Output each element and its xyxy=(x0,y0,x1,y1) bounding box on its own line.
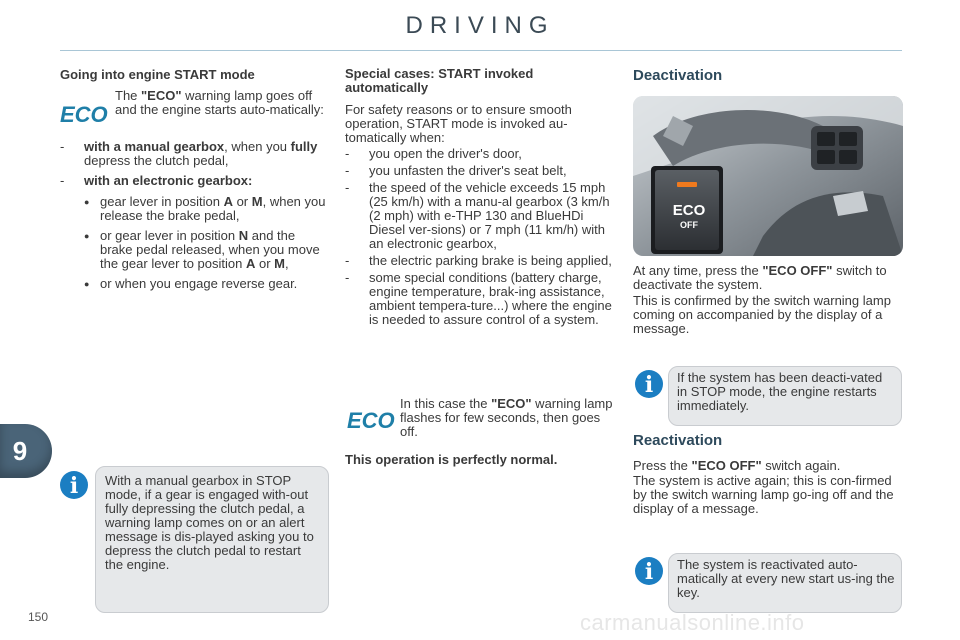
dashboard-illustration xyxy=(633,96,903,256)
reactivation-info-box xyxy=(644,553,902,613)
reactivation-confirm-text: The system is active again; this is con-firmed by the switch warning lamp go-ing off and the display of a message. xyxy=(633,473,894,516)
reactivation-press-text: Press the "ECO OFF" switch again. xyxy=(633,458,841,473)
eco-warning-lamp-icon: ECO xyxy=(347,408,395,433)
header-divider xyxy=(60,50,902,51)
special-case-item: - you open the driver's door, xyxy=(345,146,522,161)
eco-off-switch-photo xyxy=(633,96,903,256)
deactivation-press-text: At any time, press the "ECO OFF" switch to deactivate the system. xyxy=(633,263,887,292)
deactivation-info-box xyxy=(644,366,902,426)
special-case-item: - the electric parking brake is being applied, xyxy=(345,253,612,268)
watermark: carmanualsonline.info xyxy=(580,610,805,635)
page-header-title: DRIVING xyxy=(405,12,555,39)
reactivation-info-text: The system is reactivated auto-matically at every new start us-ing the key. xyxy=(677,557,895,600)
electronic-bullet-1: ● gear lever in position A or M, when you release the brake pedal, xyxy=(84,195,328,223)
eco-flash-text: In this case the "ECO" warning lamp flashes for few seconds, then goes off. xyxy=(400,396,613,439)
electronic-gearbox-item: - with an electronic gearbox: xyxy=(60,173,253,188)
switch-label-eco: ECO xyxy=(672,202,706,219)
reactivation-heading: Reactivation xyxy=(633,432,723,449)
electronic-bullet-3: ● or when you engage reverse gear. xyxy=(84,277,328,291)
electronic-bullet-2: ● or gear lever in position N and the brake pedal released, when you move the gear lever to position A or M, xyxy=(84,229,328,271)
manual-gearbox-info-text: With a manual gearbox in STOP mode, if a gear is engaged with-out fully depressing the clutch pedal, a warning lamp comes on or an alert message is dis-played asking you to depress the clutch pedal to restart the engine. xyxy=(105,473,314,572)
special-cases-intro: For safety reasons or to ensure smooth operation, START mode is invoked au-tomatically when: xyxy=(345,102,572,145)
special-case-item: - you unfasten the driver's seat belt, xyxy=(345,163,567,178)
manual-gearbox-info-box xyxy=(69,466,329,613)
info-icon: i xyxy=(635,557,663,585)
switch-label-off: OFF xyxy=(680,220,698,230)
special-cases-list xyxy=(345,147,615,329)
special-cases-heading: Special cases: START invoked automatically xyxy=(345,66,534,95)
eco-warning-lamp-icon: ECO xyxy=(60,102,108,127)
start-mode-heading: Going into engine START mode xyxy=(60,67,255,82)
deactivation-heading: Deactivation xyxy=(633,67,723,84)
info-icon: i xyxy=(635,370,663,398)
deactivation-confirm-text: This is confirmed by the switch warning lamp coming on accompanied by the display of a message. xyxy=(633,293,891,336)
deactivation-info-text: If the system has been deacti-vated in STOP mode, the engine restarts immediately. xyxy=(677,370,883,413)
start-mode-intro: The "ECO" warning lamp goes off and the engine starts auto-matically: xyxy=(115,88,324,117)
chapter-tab: 9 xyxy=(0,424,52,478)
page-number: 150 xyxy=(28,610,49,624)
manual-gearbox-item: - with a manual gearbox, when you fully depress the clutch pedal, xyxy=(60,139,318,168)
special-case-item: - the speed of the vehicle exceeds 15 mph (25 km/h) with a manu-al gearbox (3 km/h (2 mph) with e-THP 130 and BlueHDi Diesel ver-sions) or 7 mph (11 km/h) with an electronic gearbox, xyxy=(345,180,610,251)
info-icon: i xyxy=(60,471,88,499)
special-case-item: - some special conditions (battery charge, engine temperature, brak-ing assistance, ambient tempera-ture...) where the engine is needed to assure control of a system. xyxy=(345,270,612,327)
start-mode-conditions xyxy=(60,140,328,297)
operation-normal-note: This operation is perfectly normal. xyxy=(345,452,558,467)
